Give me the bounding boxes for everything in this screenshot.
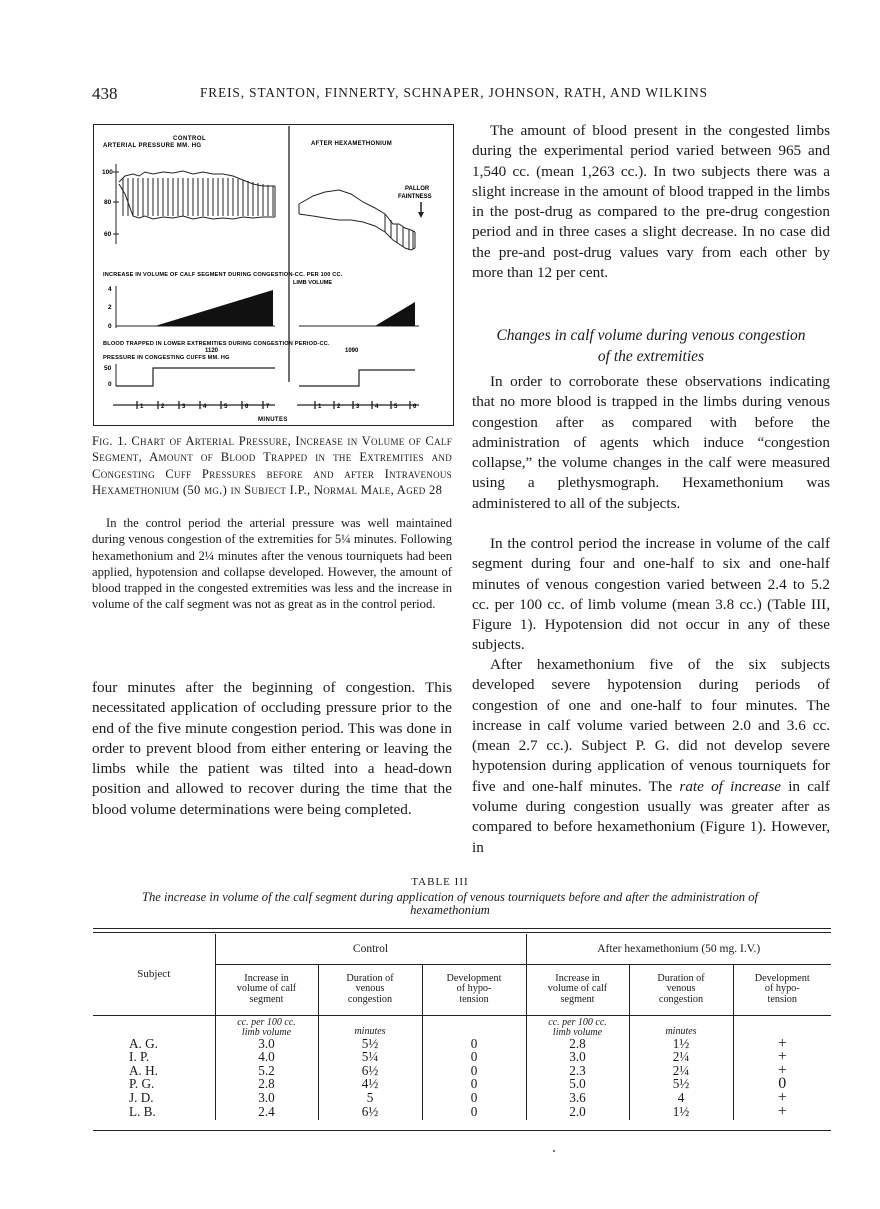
control-pressure-band	[119, 171, 275, 219]
fig-y50: 50	[104, 365, 112, 372]
th-group-after: After hexamethonium (50 mg. I.V.)	[526, 934, 831, 964]
right-paragraph-4-italic: rate of increase	[679, 777, 781, 795]
table-iii	[93, 934, 831, 1120]
table-row	[93, 1064, 831, 1077]
page-dot	[553, 1150, 555, 1152]
unit-after-duration: minutes	[629, 1015, 733, 1038]
unit-control-development-blank	[422, 1015, 526, 1038]
fig-trapped-control: 1120	[205, 348, 219, 354]
th-subject: Subject	[93, 934, 215, 1015]
fig-trapped-after: 1090	[345, 348, 359, 354]
right-tick-label: 4	[375, 404, 379, 410]
page-number: 438	[92, 84, 118, 103]
left-tick-label: 3	[182, 404, 186, 410]
table-row	[93, 1038, 831, 1051]
right-paragraph-4b: in calf volume during congestion usually was greater after as compared to before hexamethonium (Figure 1). However, in	[472, 777, 830, 856]
right-tick-label: 6	[413, 404, 417, 410]
fig-y60: 60	[104, 231, 112, 238]
unit-subject-blank	[93, 1015, 215, 1038]
table-cell-subject: P. G.	[93, 1078, 215, 1091]
section-title-line2: of the extremities	[597, 347, 705, 365]
right-paragraph-1: The amount of blood present in the congested limbs during the experimental period varied between 965 and 1,540 cc. (mean 1,263 cc.). In two subjects there was a slight increase in the amount of blood trapped in the limbs in the post-drug as compared to the pre-drug congestion period and in three cases a slight decrease. In no case did the pre-and post-drug values vary from each other by more than 12 per cent.	[472, 122, 830, 282]
table-cell-a_dev: +	[777, 1034, 787, 1052]
right-paragraph-2: In order to corroborate these observations indicating that no more blood is trapped in the limbs during venous congestion after as compared with before the administration of agents which induce “congestion collapse,” the volume changes in the calf were measured using a plethysmograph. Hexamethonium was administered to all of the subjects.	[472, 373, 830, 512]
table-cell-c_dur: 6½	[318, 1104, 422, 1120]
table-cell-c_dev: 0	[422, 1051, 526, 1064]
table-cell-subject: A. H.	[93, 1064, 215, 1077]
th-control-development: Development of hypo-tension	[422, 964, 526, 1015]
th-after-increase: Increase in volume of calf segment	[526, 964, 629, 1015]
figure-caption-note: In the control period the arterial pressure was well maintained during venous congestion of the extremities for 5¼ minutes. Following hexamethonium and 2¼ minutes after the venous tourniquets had been applied, hypotension and collapse developed. However, the amount of blood trapped in the congested extremities was less and the increase in volume of the calf segment was not as great as in the control period.	[92, 516, 452, 612]
table-cell-a_inc: 3.0	[526, 1051, 629, 1064]
table-bottom-rule	[93, 1130, 831, 1131]
table-cell-c_dev: 0	[422, 1064, 526, 1077]
table-cell-a_dur: 1½	[629, 1104, 733, 1120]
table-cell-subject: L. B.	[93, 1104, 215, 1120]
table-cell-a_dur: 5½	[629, 1078, 733, 1091]
fig-y0b: 0	[108, 381, 112, 388]
fig-label-calf-increase: INCREASE IN VOLUME OF CALF SEGMENT DURING CONGESTION-CC. PER 100 CC.	[103, 272, 343, 278]
table-cell-a_dev: +	[777, 1103, 787, 1121]
th-after-development: Development of hypo-tension	[733, 964, 831, 1015]
after-cuff-line	[299, 370, 415, 386]
table-cell-a_dur: 1½	[629, 1038, 733, 1051]
left-tick-label: 7	[266, 404, 270, 410]
fig-label-control: CONTROL	[173, 136, 207, 142]
table-cell-a_inc: 2.8	[526, 1038, 629, 1051]
control-cuff-line	[116, 368, 275, 386]
table-cell-c_dur: 6½	[318, 1064, 422, 1077]
table-cell-c_inc: 3.0	[215, 1038, 318, 1051]
table-cell-a_dev: +	[777, 1088, 787, 1106]
running-head-authors: FREIS, STANTON, FINNERTY, SCHNAPER, JOHNSON, RATH, AND WILKINS	[200, 85, 708, 100]
table-cell-a_inc: 2.3	[526, 1064, 629, 1077]
table-cell-c_dur: 5½	[318, 1038, 422, 1051]
fig-y80: 80	[104, 199, 112, 206]
table-caption: The increase in volume of the calf segment during application of venous tourniquets before and after the administration of hexamethonium	[141, 890, 759, 917]
table-cell-a_dev: 0	[778, 1075, 787, 1093]
table-cell-c_inc: 3.0	[215, 1091, 318, 1104]
fig-y100: 100	[102, 169, 113, 176]
left-column-paragraph: four minutes after the beginning of congestion. This necessitated application of occluding pressure prior to the end of the five minute congestion period. This was done in order to prevent blood from either entering or leaving the limbs while the patient was tilted into a head-down position and allowed to recover during the time that the blood volume determinations were being completed.	[92, 679, 452, 818]
unit-control-duration: minutes	[318, 1015, 422, 1038]
fig-label-after-hexamethonium: AFTER HEXAMETHONIUM	[311, 141, 393, 147]
table-row	[93, 1051, 831, 1064]
table-cell-c_inc: 2.4	[215, 1104, 318, 1120]
after-calf-area	[375, 302, 415, 326]
figure-1-chart	[93, 124, 454, 426]
fig-label-arterial-pressure: ARTERIAL PRESSURE MM. HG	[103, 143, 202, 149]
table-cell-c_dur: 5	[318, 1091, 422, 1104]
unit-after-increase: cc. per 100 cc. limb volume	[526, 1015, 629, 1038]
table-top-rule	[93, 928, 831, 929]
left-tick-label: 2	[161, 404, 165, 410]
table-cell-c_dur: 4½	[318, 1078, 422, 1091]
figure-caption-lead: Fig. 1.	[92, 434, 128, 448]
fig-y4: 4	[108, 286, 112, 293]
right-paragraph-4a: After hexamethonium five of the six subjects developed severe hypotension during periods of congestion of one and one-half to four minutes. The increase in calf volume varied between 2.0 and 3.6 cc. (mean 2.7 cc.). Subject P. G. did not develop severe hypotension during application of venous tourniquets for five and one-half minutes. The	[472, 656, 830, 795]
table-cell-c_dev: 0	[422, 1078, 526, 1091]
table-row	[93, 1078, 831, 1091]
table-cell-c_inc: 5.2	[215, 1064, 318, 1077]
figure-caption-body: Chart of Arterial Pressure, Increase in Volume of Calf Segment, Amount of Blood Trapped in the Extremities and Congesting Cuff Pressures before and after Intravenous Hexamethonium (50 mg.) in Subject I.P., Normal Male, Aged 28	[92, 434, 452, 497]
fig-y2: 2	[108, 304, 112, 311]
table-cell-c_dev: 0	[422, 1038, 526, 1051]
table-cell-c_dev: 0	[422, 1104, 526, 1120]
right-tick-label: 2	[337, 404, 341, 410]
left-tick-label: 4	[203, 404, 207, 410]
fig-label-pallor: PALLOR	[405, 186, 430, 192]
th-after-duration: Duration of venous congestion	[629, 964, 733, 1015]
unit-control-increase: cc. per 100 cc. limb volume	[215, 1015, 318, 1038]
table-cell-a_dev: +	[777, 1048, 787, 1066]
table-cell-c_dev: 0	[422, 1091, 526, 1104]
right-paragraph-4	[472, 655, 830, 858]
th-control-duration: Duration of venous congestion	[318, 964, 422, 1015]
table-cell-subject: J. D.	[93, 1091, 215, 1104]
table-cell-a_dur: 2¼	[629, 1051, 733, 1064]
table-cell-subject: I. P.	[93, 1051, 215, 1064]
table-cell-c_inc: 2.8	[215, 1078, 318, 1091]
table-cell-a_dur: 4	[629, 1091, 733, 1104]
right-tick-label: 5	[394, 404, 398, 410]
th-control-increase: Increase in volume of calf segment	[215, 964, 318, 1015]
table-label: TABLE III	[411, 876, 469, 888]
section-title	[472, 326, 830, 367]
right-tick-label: 3	[356, 404, 360, 410]
table-top-rule-2	[93, 932, 831, 933]
figure-caption	[92, 433, 452, 498]
table-cell-a_inc: 2.0	[526, 1104, 629, 1120]
fig-label-faintness: FAINTNESS	[398, 194, 432, 200]
table-cell-subject: A. G.	[93, 1038, 215, 1051]
control-calf-area	[155, 290, 273, 326]
table-cell-a_inc: 5.0	[526, 1078, 629, 1091]
left-tick-label: 6	[245, 404, 249, 410]
fig-label-cuff-pressure: PRESSURE IN CONGESTING CUFFS MM. HG	[103, 355, 230, 361]
section-title-line1: Changes in calf volume during venous congestion	[496, 327, 806, 344]
right-tick-label: 1	[318, 404, 322, 410]
table-row	[93, 1091, 831, 1104]
running-head	[92, 84, 792, 104]
left-tick-label: 1	[140, 404, 144, 410]
fig-y0a: 0	[108, 323, 112, 330]
right-paragraph-3: In the control period the increase in volume of the calf segment during four and one-half to six and one-half minutes of venous congestion varied between 2.4 to 5.2 cc. per 100 cc. of limb volume (mean 3.8 cc.) (Table III, Figure 1). Hypotension did not occur in any of these subjects.	[472, 535, 830, 654]
table-cell-c_dur: 5¼	[318, 1051, 422, 1064]
fig-label-limb-volume: LIMB VOLUME	[293, 280, 333, 286]
fig-label-minutes: MINUTES	[258, 417, 288, 423]
table-cell-a_dur: 2¼	[629, 1064, 733, 1077]
th-group-control: Control	[215, 934, 526, 964]
table-row	[93, 1104, 831, 1120]
left-tick-label: 5	[224, 404, 228, 410]
fig-label-blood-trapped: BLOOD TRAPPED IN LOWER EXTREMITIES DURING CONGESTION PERIOD-CC.	[103, 341, 330, 347]
table-cell-a_dev: +	[777, 1061, 787, 1079]
table-cell-a_inc: 3.6	[526, 1091, 629, 1104]
table-cell-c_inc: 4.0	[215, 1051, 318, 1064]
